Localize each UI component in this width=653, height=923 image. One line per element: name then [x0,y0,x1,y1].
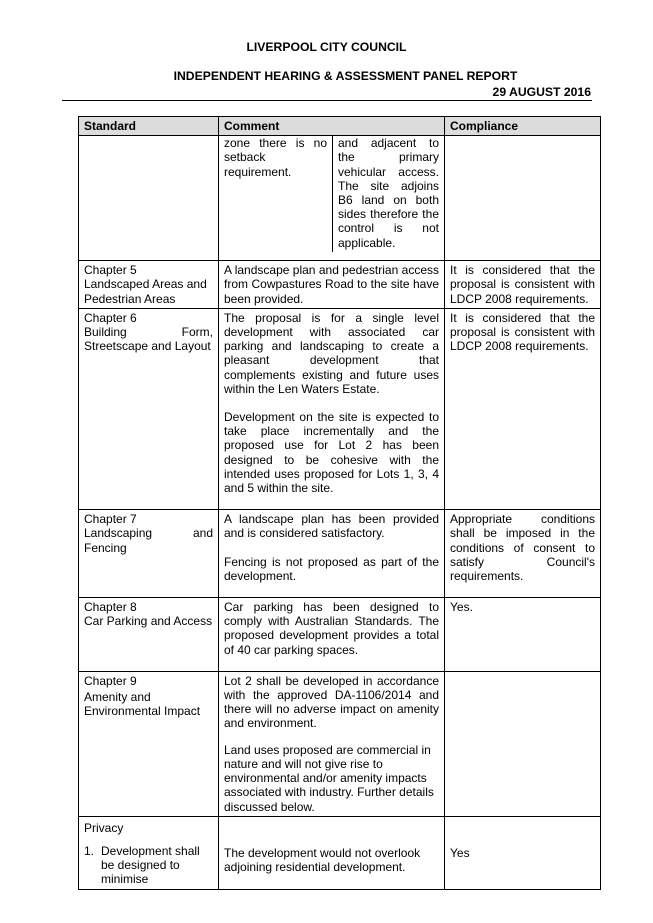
list-number: 1. [84,843,95,858]
compliance-cell [445,136,601,261]
standard-cell: Chapter 8 Car Parking and Access [79,598,219,672]
col-standard-header: Standard [79,117,219,136]
comment-paragraph: A landscape plan has been provided and is considered satisfactory. [224,512,439,541]
comment-paragraph: The development would not overlook adjoining residential development. [224,845,421,874]
comment-cell [219,136,445,261]
continued-subtable [219,136,444,252]
compliance-value: Yes [450,845,470,860]
privacy-list-item [84,844,213,887]
table-row [79,510,601,598]
comment-paragraph: Lot 2 shall be developed in accordance with the approved DA-1106/2014 and there will no adverse impact on amenity and environment. [224,673,439,731]
comment-cell [219,308,445,509]
compliance-cell [445,816,601,889]
standards-table [78,116,601,890]
comment-paragraph: Land uses proposed are commercial in nature and will not give rise to environmental and/or amenity impacts associated with industry. Further details discussed below. [224,742,434,814]
continued-left-text: zone there is no setback requirement. [219,136,333,252]
standard-cell: Chapter 5 Landscaped Areas and Pedestrian Areas [79,261,219,309]
list-text: Development shall be designed to minimise [101,843,200,887]
continued-right-text: and adjacent to the primary vehicular access. The site adjoins B6 land on both sides therefore the control is not applicable. [338,136,439,250]
compliance-cell: Yes. [445,598,601,672]
comment-paragraph: Development on the site is expected to take place incrementally and the proposed use for Lot 2 has been designed to be cohesive with the intended uses proposed for Lots 1, 3, 4 and 5 within the site. [224,410,439,496]
report-date: 29 AUGUST 2016 [492,85,591,99]
standard-cell [79,136,219,261]
compliance-cell: It is considered that the proposal is consistent with LDCP 2008 requirements. [445,308,601,509]
standard-cell [79,816,219,889]
report-title: INDEPENDENT HEARING & ASSESSMENT PANEL REPORT [173,69,518,83]
comment-cell [219,510,445,598]
council-name: LIVERPOOL CITY COUNCIL [246,40,407,54]
comment-paragraph: Car parking has been designed to comply with Australian Standards. The proposed development provides a total of 40 car parking spaces. [224,600,439,657]
chapter-label: Chapter 9 [84,673,137,688]
standard-cell: Chapter 7 Landscaping and Fencing [79,510,219,598]
chapter-title: Amenity and Environmental Impact [84,690,201,719]
col-comment-header: Comment [219,117,445,136]
privacy-label: Privacy [84,820,124,835]
header-rule [62,100,592,101]
table-row [79,261,601,309]
comment-cell: A landscape plan and pedestrian access from Cowpastures Road to the site have been provided. [219,261,445,309]
table-row [79,816,601,889]
col-compliance-header: Compliance [445,117,601,136]
table-row [79,671,601,816]
comment-cell [219,598,445,672]
compliance-cell [445,671,601,816]
comment-paragraph: Fencing is not proposed as part of the development. [224,554,439,583]
standard-cell [79,671,219,816]
table-row [79,136,601,261]
table-row [79,598,601,672]
comment-paragraph: The proposal is for a single level development with associated car parking and landscaping to create a pleasant development that complements existing and future uses within the Len Waters Estate. [224,310,439,396]
compliance-cell: Appropriate conditions shall be imposed in the conditions of consent to satisfy Council's requirements. [445,510,601,598]
comment-cell [219,671,445,816]
compliance-cell: It is considered that the proposal is consistent with LDCP 2008 requirements. [445,261,601,309]
table-row [79,308,601,509]
comment-cell [219,816,445,889]
table-header-row [79,117,601,136]
standard-cell: Chapter 6 Building Form, Streetscape and Layout [79,308,219,509]
